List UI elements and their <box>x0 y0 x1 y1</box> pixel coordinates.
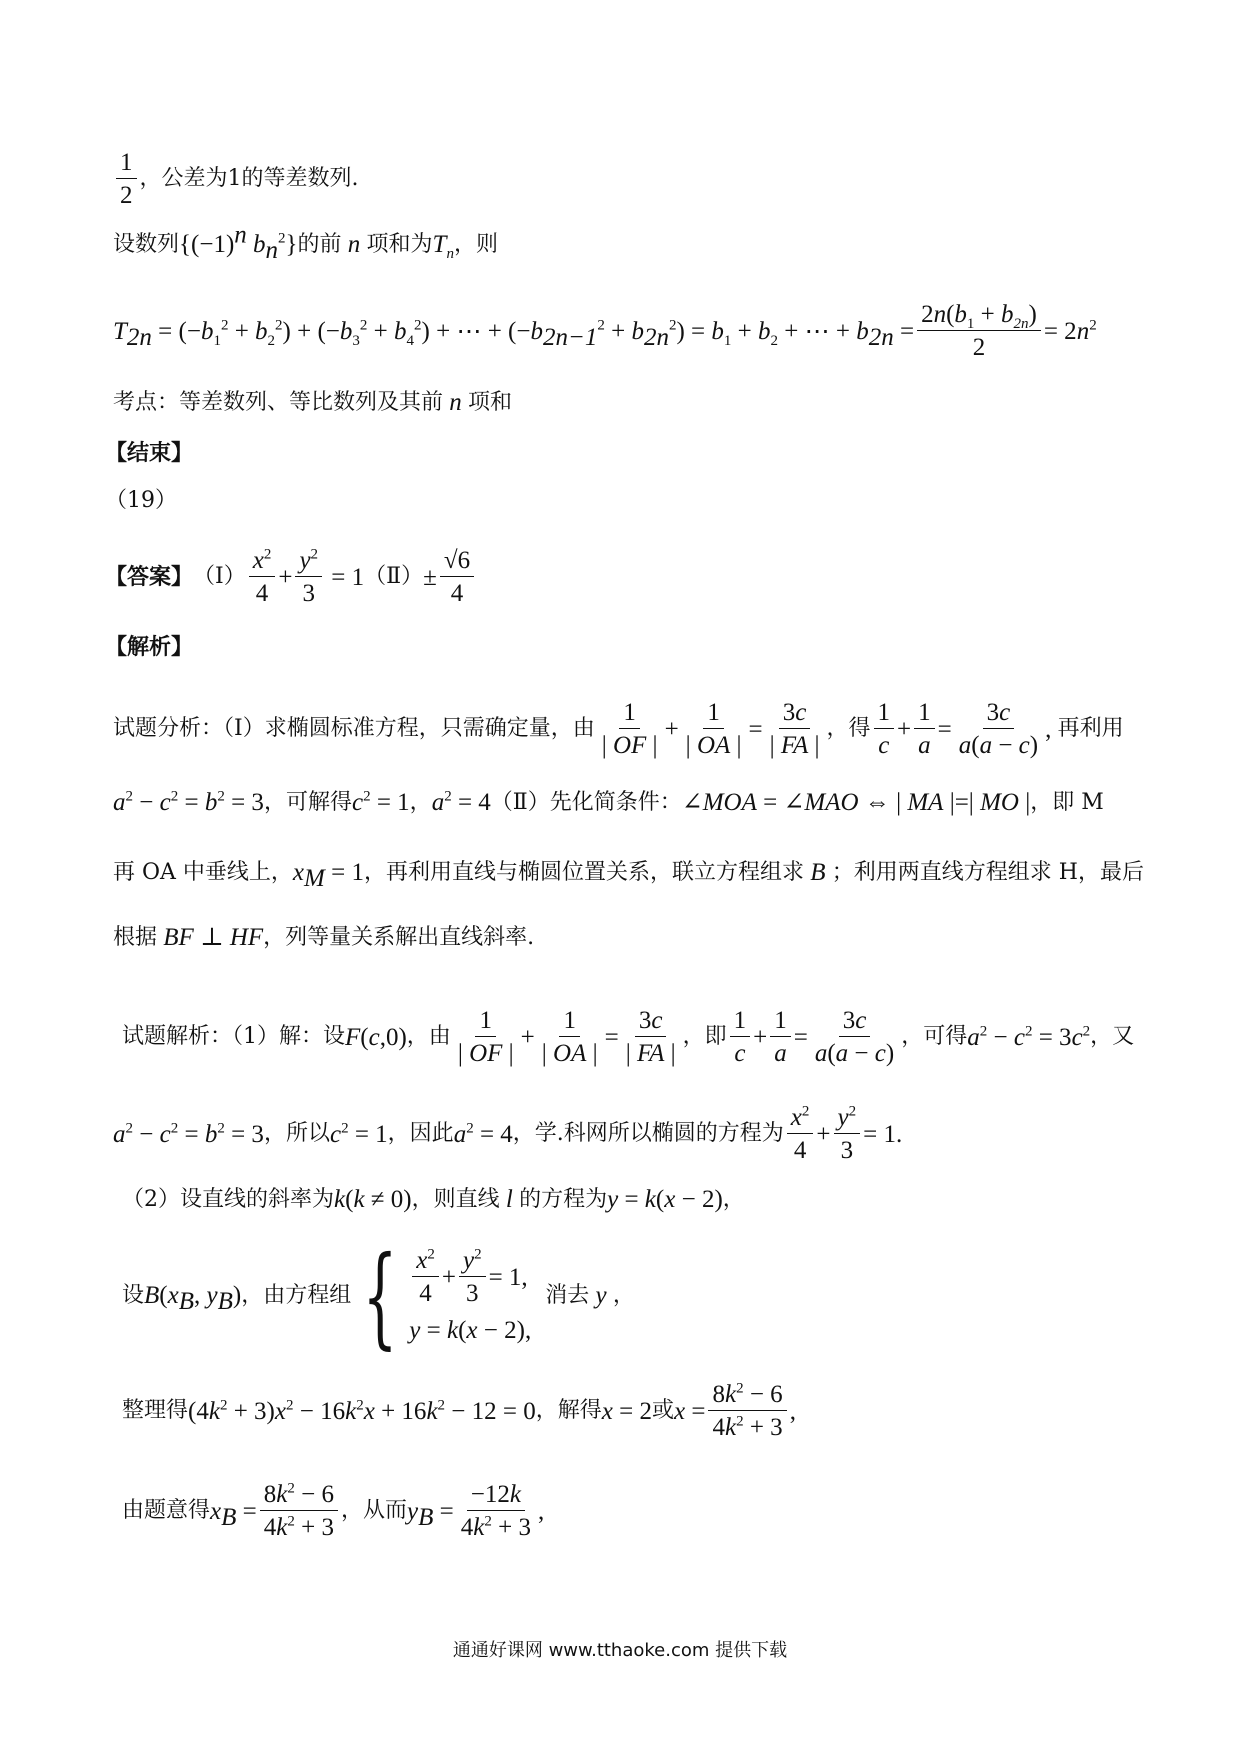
text-fragment: （Ⅰ） <box>193 564 246 589</box>
text-line-1 <box>113 150 359 208</box>
text-fragment: 设 <box>122 1282 145 1308</box>
math-expr: {$(-1)^n$ $b_n^2$} <box>179 221 298 264</box>
fraction: $\frac{2n(b_1 + b_{2n})}{2}$ <box>917 302 1041 360</box>
solution-line-3: （2）设直线的斜率为 k(k ≠ 0) ，则直线 l 的方程为 y = k(x − 2) ， <box>122 1186 745 1213</box>
text-fragment: 试题解析：（1）解：设 <box>122 1024 345 1049</box>
text-fragment: 的前 <box>297 231 342 257</box>
text-fragment: 的方程为 <box>519 1186 608 1212</box>
text-fragment: ，可得 <box>901 1024 968 1049</box>
text-fragment: ，列等量关系解出直线斜率. <box>263 924 535 950</box>
text-line-kaodian <box>113 390 512 415</box>
text-fragment: ，从而 <box>340 1498 407 1523</box>
analysis-line-4: 根据 BF ⊥ HF ，列等量关系解出直线斜率. <box>113 924 535 951</box>
text-fragment: 再利用 <box>1057 716 1124 741</box>
solution-line-6: 由题意得 $x_B$ = $\frac{8k^2 - 6}{4k^2 + 3}$ ，从而 $y_B$ = $\frac{-12k}{4k^2 + 3}$ , <box>122 1480 545 1541</box>
text-fragment: ，得 <box>826 716 871 741</box>
equation-t2n <box>113 302 1097 360</box>
math-var: n <box>341 231 367 258</box>
solution-line-5: 整理得 $(4k^2 + 3)x^2 - 16k^2x + 16k^2 - 12 = 0$ ，解得 x = 2 或 x = $\frac{8k^2 - 6}{4k^2 + 3}$ , <box>122 1380 796 1441</box>
text-fragment: ，学.科网所以椭圆的方程为 <box>512 1121 784 1146</box>
text-fragment: 项和 <box>468 389 513 415</box>
text-fragment: ，由方程组 <box>241 1282 352 1308</box>
text-line-2 <box>113 221 498 264</box>
text-fragment: ，即 <box>682 1024 727 1049</box>
text-fragment: 由题意得 <box>122 1498 211 1523</box>
text-fragment: ， <box>409 789 432 815</box>
text-fragment: ；利用两直线方程组求 H，最后 <box>831 859 1144 885</box>
fraction: $\frac{x^2}{4}$ <box>249 548 276 606</box>
text-fragment: ，即 M <box>1030 789 1104 815</box>
solution-line-2: $a^2 - c^2 = b^2 = 3$ ，所以 $c^2 = 1$ ，因此 $a^2 = 4$ ，学.科网所以椭圆的方程为 $\frac{x^2}{4}$ + $\frac{y^2}{3}$ = 1. <box>113 1103 903 1164</box>
text-fragment: 项和为 <box>366 231 433 257</box>
text-fragment: ，由 <box>406 1024 451 1049</box>
text-fragment: ，再利用直线与椭圆位置关系，联立方程组求 <box>363 859 804 885</box>
text-fragment: （Ⅱ） <box>364 564 424 589</box>
text-fragment: 再 OA 中垂线上， <box>113 859 293 885</box>
text-fragment: ，则直线 <box>411 1186 500 1212</box>
text-fragment: ，则 <box>453 231 498 257</box>
text-fragment: ，又 <box>1090 1024 1135 1049</box>
math-expr: $T_{2n} = (-b_1^2 + b_2^2) + (-b_3^2 + b_4^2)$ + ⋯ + $(-b_{2n-1}^2 + b_{2n}^2) = b_1 + b_2$ + ⋯ + $b_{2n}$ = <box>113 317 915 351</box>
answer-label: 【答案】 <box>105 564 194 590</box>
solution-line-4: 设 $B(x_B$, $y_B$) ，由方程组 { $\frac{x^2}{4}$ + $\frac{y^2}{3}$ = 1, y = k(x − 2), 消去 y ， <box>122 1231 635 1360</box>
analysis-line-2: $a^2 - c^2 = b^2 = 3$ ，可解得 $c^2 = 1$ ， $a^2 = 4$ （Ⅱ）先化简条件： ∠MOA = ∠MAO ⇔ | MA |=| MO | ，即 M <box>113 788 1104 816</box>
text-fragment: 试题分析：（Ⅰ）求椭圆标准方程，只需确定量，由 <box>113 716 595 741</box>
page-footer: 通通好课网 www.tthaoke.com 提供下载 <box>452 1640 788 1661</box>
analysis-line-3: 再 OA 中垂线上， $x_M = 1$ ，再利用直线与椭圆位置关系，联立方程组求 B ；利用两直线方程组求 H，最后 <box>113 859 1144 892</box>
text-fragment: 设数列 <box>113 231 180 257</box>
text-fragment: ， <box>612 1282 635 1308</box>
equation-system: { $\frac{x^2}{4}$ + $\frac{y^2}{3}$ = 1, y = k(x − 2), <box>362 1231 532 1360</box>
text-fragment: （2）设直线的斜率为 <box>122 1186 334 1212</box>
math-var: n <box>443 389 469 416</box>
fraction-half: $\frac{1}{2}$ <box>116 150 137 208</box>
analysis-label: 【解析】 <box>105 634 194 660</box>
text-fragment: ， <box>722 1186 745 1212</box>
math-expr: = $2n^2$ <box>1043 317 1097 345</box>
text-fragment: 考点：等差数列、等比数列及其前 <box>113 389 444 415</box>
math-var: $T_n$ <box>432 231 454 262</box>
text-fragment: ，因此 <box>387 1121 454 1146</box>
answer-line: 【答案】 （Ⅰ） $\frac{x^2}{4}$ + $\frac{y^2}{3}$ = 1 （Ⅱ） ± $\frac{√6}{4}$ <box>105 548 477 606</box>
fraction: $\frac{√6}{4}$ <box>440 548 474 606</box>
solution-line-1: 试题解析：（1）解：设 F(c,0) ，由 $\frac{1}{| OF |}$ + $\frac{1}{| OA |}$ = $\frac{3c}{| FA |}$ ，即 $\frac{1}{c}$ + $\frac{1}{a}$ = $\frac{3c}{a(a - c)}$ ，可得 $a^2 - c^2 = 3c^2$ ，又 <box>122 1007 1135 1067</box>
text-fragment: 消去 <box>545 1282 590 1308</box>
text-fragment: 根据 <box>113 924 158 950</box>
text-fragment: （Ⅱ）先化简条件： <box>490 789 682 815</box>
question-number: （19） <box>105 488 177 513</box>
text-fragment: ，解得 <box>535 1398 602 1423</box>
text-fragment: 整理得 <box>122 1398 189 1423</box>
text-fragment: ，所以 <box>263 1121 330 1146</box>
text-fragment: 或 <box>651 1398 674 1423</box>
analysis-line-1: 试题分析：（Ⅰ）求椭圆标准方程，只需确定量，由 $\frac{1}{| OF |}$ + $\frac{1}{| OA |}$ = $\frac{3c}{| FA |}$ ，得 $\frac{1}{c}$ + $\frac{1}{a}$ = $\frac{3c}{a(a - c)}$ , 再利用 <box>113 699 1124 759</box>
end-marker: 【结束】 <box>105 440 194 466</box>
text-fragment: ，公差为1的等差数列. <box>139 166 359 191</box>
text-fragment: ，可解得 <box>263 789 352 815</box>
fraction: $\frac{y^2}{3}$ <box>295 548 322 606</box>
